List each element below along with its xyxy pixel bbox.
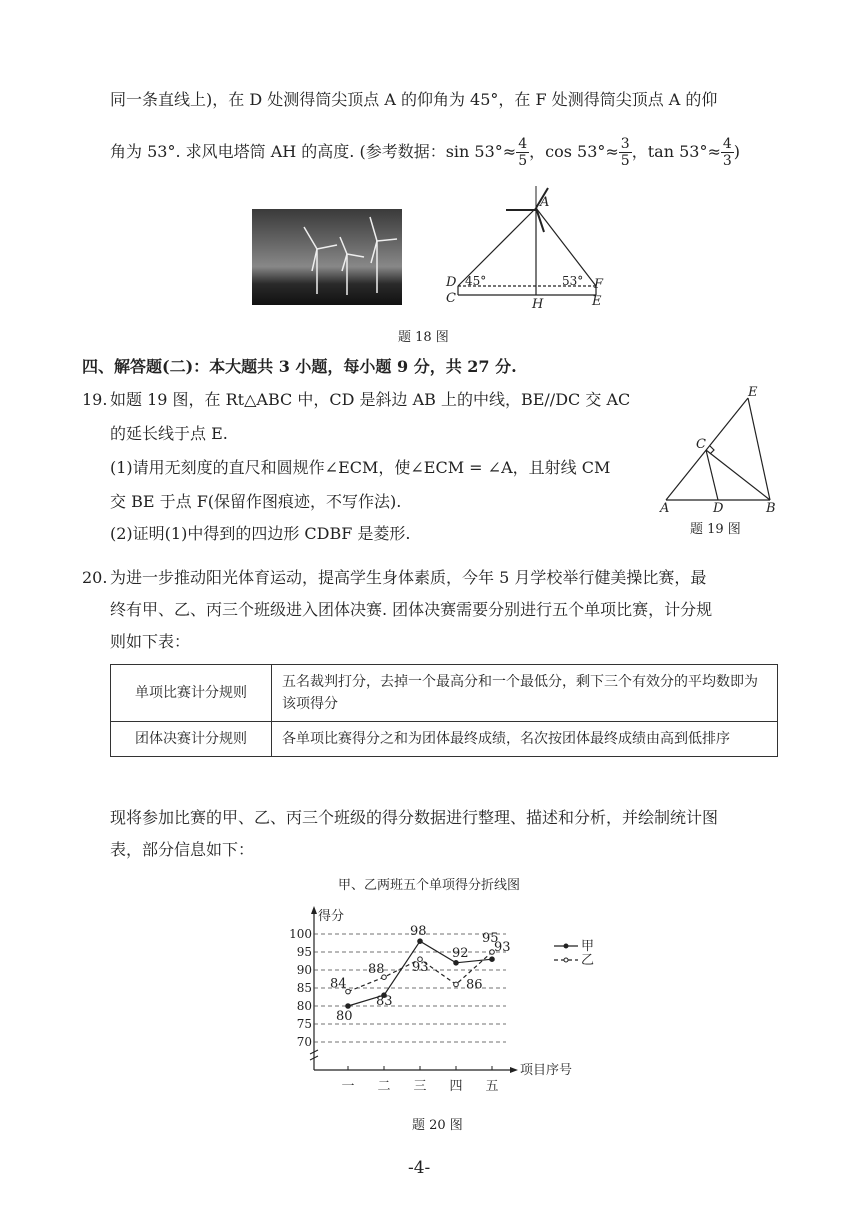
table-value: 五名裁判打分，去掉一个最高分和一个最低分，剩下三个有效分的平均数即为该项得分 [272, 665, 778, 722]
y-tick-label: 95 [296, 945, 312, 959]
label-A: A [540, 195, 550, 210]
q20-line5: 表，部分信息如下： [110, 840, 255, 859]
y-tick-label: 80 [296, 999, 312, 1013]
q18-caption: 题 18 图 [398, 330, 449, 345]
y-tick-label: 100 [289, 927, 312, 941]
q19-line4: 交 BE 于点 F(保留作图痕迹，不写作法). [110, 492, 402, 511]
q20-caption: 题 20 图 [412, 1118, 463, 1133]
legend-label: 甲 [581, 939, 595, 954]
data-label: 93 [494, 940, 511, 956]
x-tick-label: 四 [449, 1079, 463, 1094]
data-point [418, 939, 423, 944]
chart-title: 甲、乙两班五个单项得分折线图 [338, 878, 521, 893]
data-point [490, 950, 495, 955]
q19-line2: 的延长线于点 E. [110, 424, 228, 443]
data-label: 83 [376, 994, 393, 1010]
data-label: 95 [482, 931, 499, 946]
data-label: 92 [452, 945, 469, 961]
data-point [454, 982, 459, 987]
label-B: B [766, 501, 776, 516]
q20-line3: 则如下表： [110, 632, 191, 651]
table-value: 各单项比赛得分之和为团体最终成绩，名次按团体最终成绩由高到低排序 [272, 722, 778, 757]
x-axis-label: 项目序号 [520, 1063, 573, 1078]
y-tick-label: 75 [296, 1017, 312, 1031]
page-number: -4- [408, 1158, 431, 1178]
data-label: 98 [410, 924, 427, 940]
q18-line2: 角为 53°. 求风电塔筒 AH 的高度. (参考数据：sin 53°≈ $\frac{4}{5}$ ，cos 53°≈ $\frac{3}{5}$ ，tan 53°≈ $\frac{4}{3}$ ) [110, 136, 741, 169]
q19-triangle-figure [656, 386, 786, 516]
y-tick-label: 85 [296, 981, 312, 995]
legend-marker [564, 944, 568, 948]
cos-fraction: $\frac{3}{5}$ [620, 136, 630, 169]
q20-number: 20. [82, 568, 108, 587]
data-label: 93 [412, 960, 429, 976]
wind-turbine-photo [252, 209, 402, 305]
angle-53: 53° [562, 274, 584, 288]
angle-45: 45° [465, 274, 487, 288]
q20-line1: 为进一步推动阳光体育运动，提高学生身体素质，今年 5 月学校举行健美操比赛，最 [110, 568, 707, 587]
x-tick-label: 一 [341, 1079, 355, 1094]
label-D: D [446, 275, 457, 290]
x-tick-label: 三 [413, 1079, 427, 1094]
q19-caption: 题 19 图 [690, 522, 741, 537]
y-axis-arrow [311, 906, 317, 914]
data-point [346, 1004, 351, 1009]
data-label: 80 [336, 1009, 353, 1024]
sin-fraction: $\frac{4}{5}$ [518, 136, 528, 169]
table-key: 团体决赛计分规则 [111, 722, 272, 757]
data-point [490, 957, 495, 962]
tan-fraction: $\frac{4}{3}$ [722, 136, 732, 169]
label-C: C [696, 437, 706, 452]
q20-line4: 现将参加比赛的甲、乙、丙三个班级的得分数据进行整理、描述和分析，并绘制统计图 [110, 808, 719, 827]
q19-line1: 如题 19 图，在 Rt△ABC 中，CD 是斜边 AB 上的中线，BE//DC 交 AC [110, 390, 631, 409]
label-H: H [532, 297, 544, 312]
section-header: 四、解答题(二)：本大题共 3 小题，每小题 9 分，共 27 分. [82, 357, 517, 376]
data-label: 86 [466, 977, 483, 993]
q18-geometry-figure [440, 186, 620, 312]
y-tick-label: 70 [296, 1035, 312, 1049]
data-point [454, 961, 459, 966]
table-row [111, 722, 778, 757]
table-row [111, 665, 778, 722]
legend-marker [564, 958, 568, 962]
x-tick-label: 五 [485, 1079, 499, 1094]
q18-line1: 同一条直线上)，在 D 处测得筒尖顶点 A 的仰角为 45°，在 F 处测得筒尖顶点 A 的仰 [110, 90, 718, 109]
label-A: A [660, 501, 670, 516]
table-key: 单项比赛计分规则 [111, 665, 272, 722]
q20-line2: 终有甲、乙、丙三个班级进入团体决赛. 团体决赛需要分别进行五个单项比赛，计分规 [110, 600, 713, 619]
line-chart [289, 900, 626, 1100]
y-tick-label: 90 [296, 963, 312, 977]
label-D: D [713, 501, 724, 516]
label-E: E [592, 294, 602, 309]
label-F: F [594, 277, 604, 292]
q19-line3: (1)请用无刻度的直尺和圆规作∠ECM，使∠ECM = ∠A，且射线 CM [110, 458, 611, 477]
data-label: 88 [368, 962, 385, 978]
scoring-rules-table [110, 664, 778, 757]
label-E: E [748, 385, 758, 400]
q19-number: 19. [82, 390, 108, 409]
label-C: C [446, 291, 456, 306]
q19-line5: (2)证明(1)中得到的四边形 CDBF 是菱形. [110, 524, 411, 543]
y-axis-label: 得分 [318, 909, 345, 924]
data-label: 84 [330, 976, 347, 992]
x-axis-arrow [510, 1067, 518, 1073]
legend-label: 乙 [581, 953, 595, 968]
x-tick-label: 二 [377, 1079, 391, 1094]
